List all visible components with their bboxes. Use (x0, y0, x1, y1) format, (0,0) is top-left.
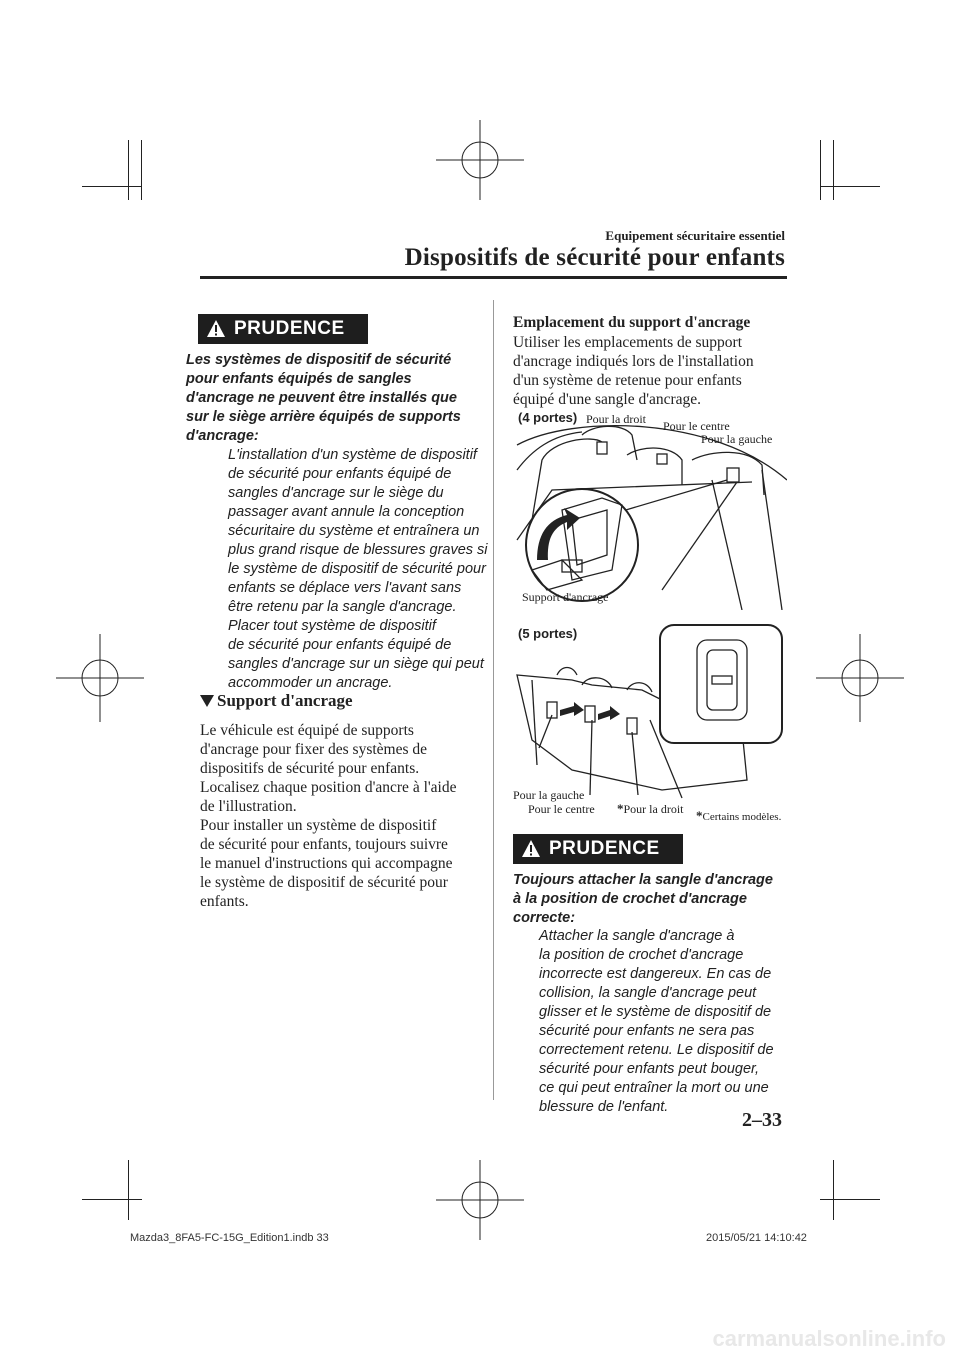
location-body: Utiliser les emplacements de support d'ancrage indiqués lors de l'installation d'un système de retenue pour enfants équipé d'une sangle d'ancrage. (513, 334, 754, 408)
section-heading: Support d'ancrage (217, 691, 353, 710)
caution-label: PRUDENCE (549, 838, 660, 859)
asterisk-icon: * (617, 801, 624, 816)
caution-banner-2 (513, 834, 683, 864)
fig2-left-label: Pour la gauche (513, 788, 585, 802)
caution-label: PRUDENCE (234, 318, 345, 339)
fig2-center-label: Pour le centre (528, 802, 595, 816)
fig2-models-note: *Certains modèles. (696, 808, 782, 823)
warning-icon (206, 319, 226, 339)
caution-2-heading: Toujours attacher la sangle d'ancrage à la position de crochet d'ancrage correcte: (513, 872, 773, 926)
warning-icon (521, 839, 541, 859)
fig2-right-label: *Pour la droit (617, 801, 684, 816)
fig1-variant: (4 portes) (518, 410, 578, 425)
footer-file: Mazda3_8FA5-FC-15G_Edition1.indb 33 (130, 1232, 329, 1244)
section-body: Le véhicule est équipé de supports d'ancrage pour fixer des systèmes de dispositifs de sécurité pour enfants. Localisez chaque position d'ancre à l'aide de l'illustration. Pour installer un système de dispositif de sécurité pour enfants, toujours suivre le manuel d'instructions qui accompagne le système de dispositif de sécurité pour enfants. (200, 722, 457, 910)
page-number: 2–33 (742, 1109, 782, 1131)
fig1-right-label: Pour la droit (586, 412, 646, 426)
watermark: carmanualsonline.info (712, 1326, 946, 1351)
header-section: Equipement sécuritaire essentiel (605, 228, 785, 243)
location-heading: Emplacement du support d'ancrage (513, 314, 751, 331)
fig1-left-label: Pour la gauche (701, 432, 773, 446)
asterisk-icon: * (696, 808, 703, 823)
caution-1-heading: Les systèmes de dispositif de sécurité pour enfants équipés de sangles d'ancrage ne peuvent être installés que sur le siège arrière équipés de supports d'ancrage: (186, 352, 461, 444)
header-rule (200, 276, 787, 279)
column-divider (493, 300, 494, 1100)
fig2-variant: (5 portes) (518, 626, 578, 641)
footer-date: 2015/05/21 14:10:42 (706, 1232, 807, 1244)
section-triangle-icon (200, 695, 214, 708)
caution-banner-1 (198, 314, 368, 344)
fig1-center-label: Pour le centre (663, 419, 730, 433)
caution-2-body: Attacher la sangle d'ancrage à la position de crochet d'ancrage incorrecte est dangereux. En cas de collision, la sangle d'ancrage peut glisser et le système de dispositif de sécurité pour enfants ne sera pas correctement retenu. Le dispositif de sécurité pour enfants peut bouger, ce qui peut entraîner la mort ou une blessure de l'enfant. (539, 928, 774, 1115)
fig1-support-label: Support d'ancrage (522, 590, 609, 604)
caution-1-body: L'installation d'un système de dispositif de sécurité pour enfants équipé de sangles d'ancrage sur le siège du passager avant annule la conception sécuritaire du système et entraînera un plus grand risque de blessures graves si le système de dispositif de sécurité pour enfants se déplace vers l'avant sans être retenu par la sangle d'ancrage. Placer tout système de dispositif de sécurité pour enfants équipé de sangles d'ancrage sur un siège qui peut accommoder un ancrage. (228, 447, 488, 691)
page-title: Dispositifs de sécurité pour enfants (404, 244, 785, 271)
